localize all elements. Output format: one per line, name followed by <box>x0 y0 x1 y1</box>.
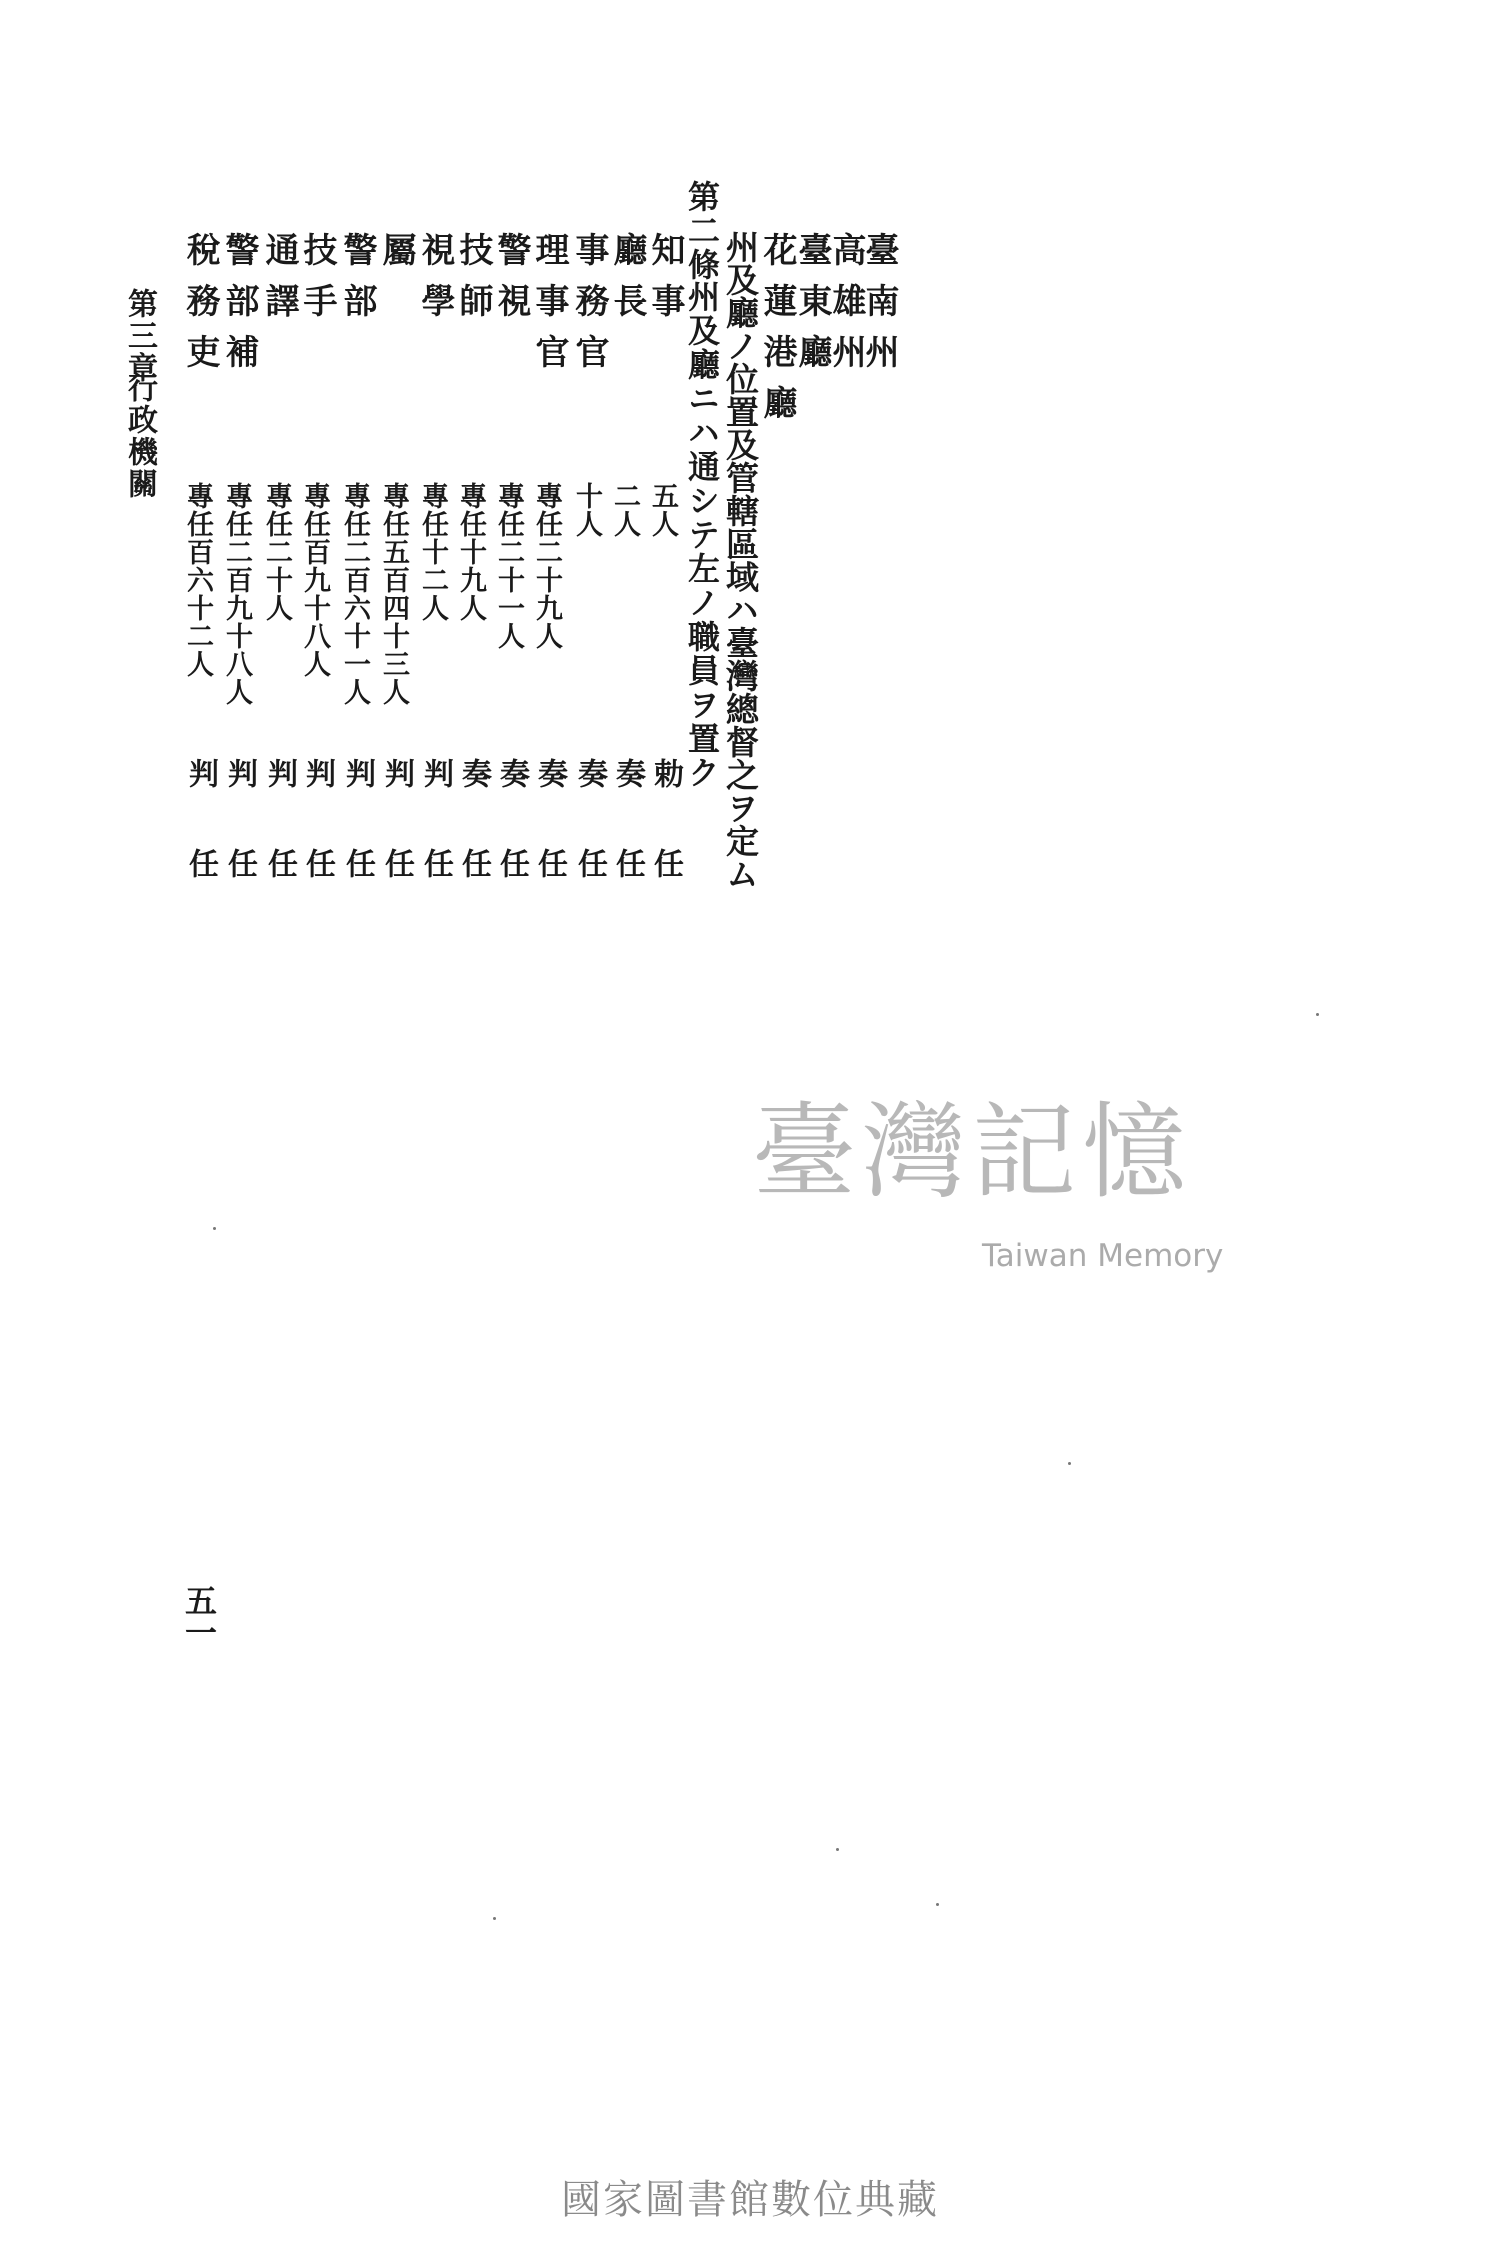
official-title: 警視 <box>491 232 531 334</box>
official-title: 屬 <box>376 232 416 283</box>
official-title: 知事 <box>645 232 685 334</box>
official-title: 廳長 <box>607 232 647 334</box>
official-rank: 判任 <box>300 758 335 938</box>
official-title: 技師 <box>453 232 493 334</box>
scan-speck <box>936 1903 939 1906</box>
watermark-english: Taiwan Memory <box>982 1238 1224 1274</box>
official-rank: 奏任 <box>456 758 491 938</box>
prefecture-item: 臺東廳 <box>792 232 832 385</box>
chapter-label: 第三章 <box>122 288 157 384</box>
official-title: 警部 <box>337 232 377 334</box>
official-title: 視學 <box>415 232 455 334</box>
official-title: 技手 <box>297 232 337 334</box>
library-footer: 國家圖書館數位典藏 <box>561 2177 939 2223</box>
official-count: 專任五百四十三人 <box>378 482 409 706</box>
official-rank: 奏任 <box>494 758 529 938</box>
official-count: 專任十二人 <box>417 482 448 622</box>
official-rank: 判任 <box>262 758 297 938</box>
official-rank: 奏任 <box>572 758 607 938</box>
official-rank: 判任 <box>418 758 453 938</box>
scan-speck <box>1316 1013 1319 1016</box>
page-number: 五一 <box>180 1584 218 1648</box>
official-title: 稅務吏 <box>180 232 220 385</box>
official-title: 事務官 <box>569 232 609 385</box>
official-count: 五人 <box>647 482 678 538</box>
scan-speck <box>213 1227 216 1230</box>
official-count: 專任二百九十八人 <box>221 482 252 706</box>
official-count: 專任十九人 <box>455 482 486 622</box>
official-count: 專任百六十二人 <box>182 482 213 678</box>
official-rank: 判任 <box>379 758 414 938</box>
chapter-title: 行政機關 <box>122 372 157 500</box>
official-count: 二人 <box>609 482 640 538</box>
official-title: 通譯 <box>259 232 299 334</box>
official-title: 理事官 <box>529 232 569 385</box>
scan-speck <box>1068 1462 1071 1465</box>
taiwan-memory-watermark <box>752 1091 1232 1290</box>
official-rank: 判任 <box>183 758 218 938</box>
prefecture-item: 高雄州 <box>826 232 866 385</box>
official-count: 十人 <box>571 482 602 538</box>
scan-speck <box>493 1917 496 1920</box>
official-title: 警部補 <box>219 232 259 385</box>
official-count: 專任二百六十一人 <box>339 482 370 706</box>
official-count: 專任百九十八人 <box>299 482 330 678</box>
official-rank: 奏任 <box>610 758 645 938</box>
article-label: 第二條 <box>683 180 721 282</box>
scan-speck <box>836 1848 839 1851</box>
official-rank: 判任 <box>222 758 257 938</box>
official-count: 專任二十人 <box>261 482 292 622</box>
prefecture-item: 臺南州 <box>859 232 899 385</box>
article-text: 州及廳ニハ通シテ左ノ職員ヲ置ク <box>683 280 721 790</box>
official-rank: 奏任 <box>532 758 567 938</box>
jurisdiction-note: 州及廳ノ位置及管轄區域ハ臺灣總督之ヲ定ム <box>721 230 760 890</box>
official-count: 專任二十一人 <box>493 482 524 650</box>
official-rank: 判任 <box>340 758 375 938</box>
prefecture-item: 花蓮港廳 <box>757 232 797 436</box>
official-rank: 勅任 <box>648 758 683 938</box>
official-count: 專任二十九人 <box>531 482 562 650</box>
watermark-chinese: 臺灣記憶 <box>752 1091 1193 1213</box>
